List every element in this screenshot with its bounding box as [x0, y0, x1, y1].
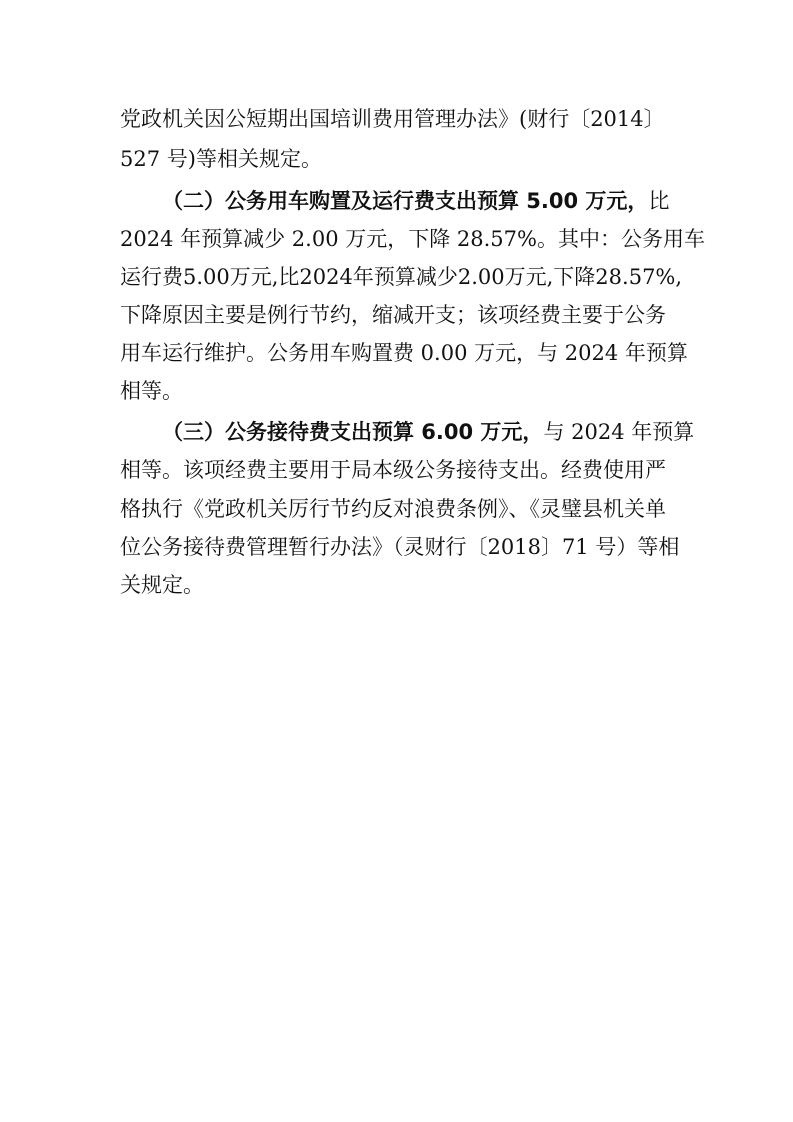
paragraph-line: 格执行《党政机关厉行节约反对浪费条例》、《灵璧县机关单	[120, 497, 666, 521]
section-2-heading: （二）公务用车购置及运行费支出预算 5.00 万元，	[162, 189, 649, 213]
paragraph-line: 相等。	[120, 379, 183, 403]
paragraph-line: 运行费5.00万元,比2024年预算减少2.00万元,下降28.57%,	[120, 265, 683, 289]
paragraph-line: 关规定。	[120, 573, 204, 597]
section-3-heading-line	[162, 414, 720, 450]
section-3-heading: （三）公务接待费支出预算 6.00 万元，	[162, 420, 544, 444]
paragraph-line: 相等。该项经费主要用于局本级公务接待支出。经费使用严	[120, 458, 666, 482]
paragraph-text: 与 2024 年预算	[543, 420, 695, 444]
paragraph-line: 2024 年预算减少 2.00 万元，下降 28.57%。其中：公务用车	[120, 227, 705, 251]
paragraph-line: 下降原因主要是例行节约，缩减开支；该项经费主要于公务	[120, 303, 666, 327]
paragraph-line: 党政机关因公短期出国培训费用管理办法》(财行〔2014〕	[120, 107, 665, 131]
paragraph-line: 位公务接待费管理暂行办法》（灵财行〔2018〕71 号）等相	[120, 535, 680, 559]
section-2-heading-line	[162, 183, 720, 219]
paragraph-line: 用车运行维护。公务用车购置费 0.00 万元，与 2024 年预算	[120, 341, 688, 365]
paragraph-line: 527 号)等相关规定。	[120, 147, 322, 171]
paragraph-text: 比	[648, 189, 670, 213]
